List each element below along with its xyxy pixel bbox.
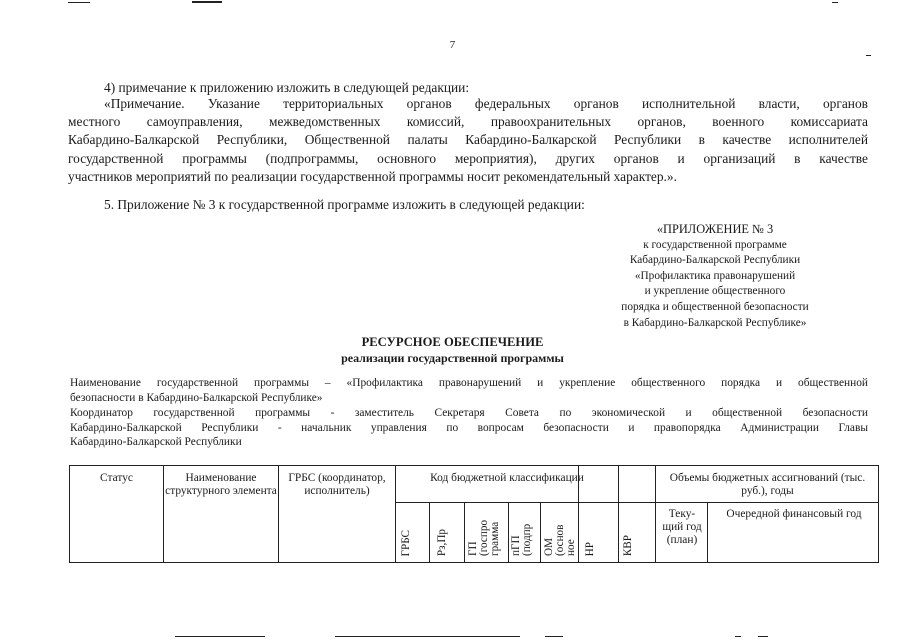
header-structural-element: Наименование структурного элемента xyxy=(165,472,277,497)
subheader-next-year: Очередной финансовый год xyxy=(726,508,862,520)
subheader-current-year: Теку-щий год (план) xyxy=(662,508,702,546)
appendix-line: Кабардино-Балкарской Республики xyxy=(629,254,801,267)
scan-artifact xyxy=(832,2,838,3)
scan-artifact xyxy=(192,1,222,3)
scan-artifact xyxy=(735,636,741,637)
note-line: государственной программы (подпрограммы, основного мероприятия), других органов и организаций в качестве xyxy=(68,150,868,166)
page-number: 7 xyxy=(449,39,456,51)
coordinator-line: Кабардино-Балкарской Республики - начальник управления по вопросам безопасности и правопорядка Администрации Главы xyxy=(70,421,868,434)
resource-table xyxy=(69,465,879,563)
appendix-line: к государственной программе xyxy=(643,238,787,251)
note-line: участников мероприятий по реализации государственной программы носит рекомендательный характер.». xyxy=(68,168,677,184)
header-grbs-coordinator: ГРБС (координатор, исполнитель) xyxy=(288,472,386,497)
header-status: Статус xyxy=(100,472,133,484)
appendix-line: порядка и общественной безопасности xyxy=(621,300,809,313)
note-line: местного самоуправления, межведомственных комиссий, правоохранительных органов, военного комиссариата xyxy=(68,114,868,130)
amendment-item-5: 5. Приложение № 3 к государственной программе изложить в следующей редакции: xyxy=(104,197,585,212)
scan-artifact xyxy=(335,636,520,637)
document-subtitle: реализации государственной программы xyxy=(341,351,564,365)
appendix-line: в Кабардино-Балкарской Республике» xyxy=(623,316,807,329)
appendix-line: и укрепление общественного xyxy=(644,285,786,298)
document-title: РЕСУРСНОЕ ОБЕСПЕЧЕНИЕ xyxy=(361,335,544,349)
amendment-item-4: 4) примечание к приложению изложить в следующей редакции: xyxy=(104,80,470,95)
coordinator-line: Кабардино-Балкарской Республики xyxy=(70,436,242,449)
subheader-grbs: ГРБС xyxy=(400,529,412,556)
note-paragraph xyxy=(68,95,868,186)
scan-artifact xyxy=(758,636,768,637)
subheader-np: НР xyxy=(584,541,596,556)
header-budget-classification: Код бюджетной классификации xyxy=(430,472,584,484)
appendix-line: «Профилактика правонарушений xyxy=(634,269,796,282)
program-name-line: Наименование государственной программы – «Профилактика правонарушений и укрепление общественного порядка и общественной xyxy=(70,377,868,389)
appendix-line: «ПРИЛОЖЕНИЕ № 3 xyxy=(656,222,774,236)
coordinator-line: Координатор государственной программы - заместитель Секретаря Совета по экономической и общественной безопасности xyxy=(70,407,868,419)
subheader-pgp: пГП (подпр xyxy=(510,523,533,556)
note-line: Кабардино-Балкарской Республики, Общественной палаты Кабардино-Балкарской Республики в качестве исполнителей xyxy=(68,132,868,148)
scan-artifact xyxy=(866,55,871,56)
scan-artifact xyxy=(68,2,90,3)
appendix-header xyxy=(585,222,845,331)
program-name-line: безопасности в Кабардино-Балкарской Республике» xyxy=(70,391,323,404)
subheader-om: ОМ (основ ное xyxy=(543,524,577,556)
header-budget-volumes: Объемы бюджетных ассигнований (тыс. руб.), годы xyxy=(669,472,866,497)
program-name xyxy=(70,376,868,405)
subheader-gp: ГП (госпро грамма xyxy=(467,519,501,556)
scan-artifact xyxy=(175,636,265,637)
subheader-rzpr: Рз,Пр xyxy=(436,528,448,556)
note-line: «Примечание. Указание территориальных органов федеральных органов исполнительной власти, органов xyxy=(104,96,868,111)
subheader-kvr: КВР xyxy=(622,534,634,556)
program-coordinator xyxy=(70,406,868,450)
scan-artifact xyxy=(545,636,563,637)
